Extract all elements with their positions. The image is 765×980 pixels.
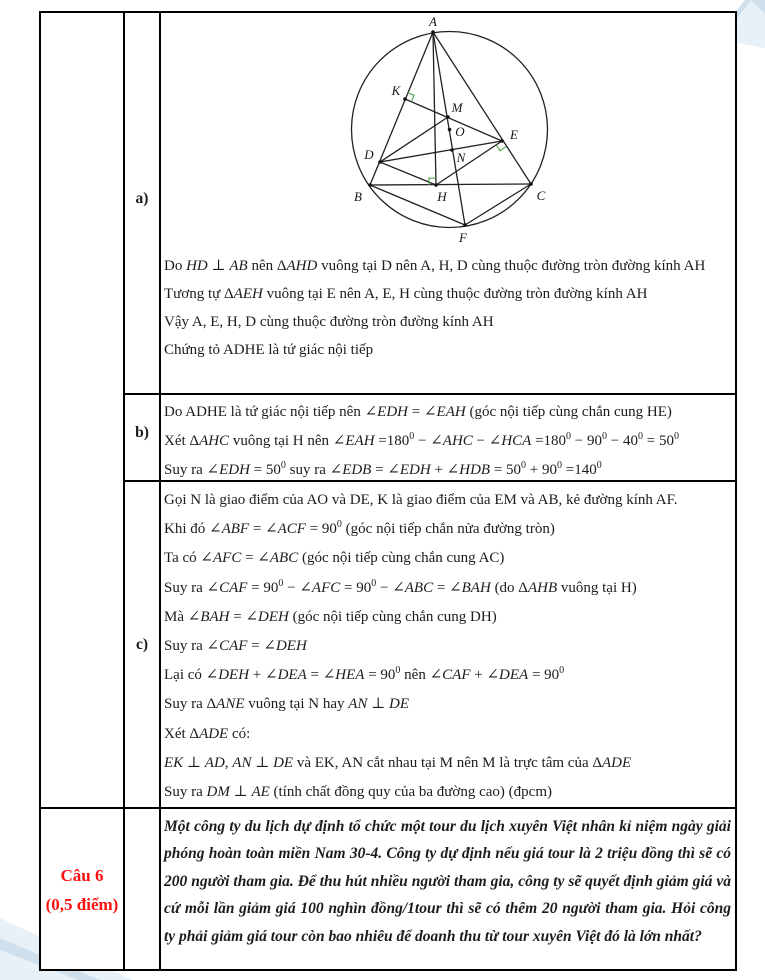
part-b-solution-text [164, 398, 731, 485]
solution-line: Do ADHE là tứ giác nội tiếp nên ∠EDH = ∠EAH (góc nội tiếp cùng chắn cung HE) [164, 404, 672, 420]
segment-DM [380, 117, 448, 162]
segment-CF [465, 184, 531, 225]
solution-line: Suy ra ΔANE vuông tại N hay AN ⊥ DE [164, 696, 410, 713]
point-K [403, 97, 407, 101]
point-label-F: F [459, 230, 467, 245]
solution-line: Xét ΔADE có: [164, 725, 251, 742]
point-N [450, 148, 454, 152]
question-6-points: (0,5 điểm) [45, 895, 119, 914]
solution-line: EK ⊥ AD, AN ⊥ DE và EK, AN cắt nhau tại M nên M là trực tâm của ΔADE [164, 754, 632, 771]
point-A [431, 30, 435, 34]
part-c-label: c) [135, 636, 149, 653]
solution-line: Vậy A, E, H, D cùng thuộc đường tròn đường kính AH [164, 314, 494, 330]
solution-line: Mà ∠BAH = ∠DEH (góc nội tiếp cùng chắn cung DH) [164, 608, 497, 625]
point-B [368, 183, 372, 187]
point-D [378, 160, 382, 164]
point-H [434, 183, 438, 187]
segment-BC [370, 184, 531, 185]
point-label-K: K [391, 83, 401, 98]
point-O [448, 128, 452, 132]
question-6-problem-text: Một công ty du lịch dự định tổ chức một tour du lịch xuyên Việt nhân kỉ niệm ngày giải phóng hoàn toàn miền Nam 30-4. Công ty dự định nếu giá tour là 2 triệu đồng thì sẽ có 200 người tham gia. Để thu hút nhiều người tham gia, công ty sẽ quyết định giảm giá và cứ mỗi lần giảm giá 100 nghìn đồng/1tour thì sẽ có thêm 20 người tham gia. Hỏi công ty phải giảm giá tour còn bao nhiêu để doanh thu từ tour xuyên Việt đó là lớn nhất? [164, 818, 731, 945]
column-divider-1 [123, 13, 125, 969]
point-F [463, 223, 467, 227]
part-a-label: a) [135, 190, 149, 207]
segment-AH [433, 32, 436, 185]
point-C [529, 182, 533, 186]
part-c-solution-text [164, 486, 731, 807]
point-label-A: A [429, 14, 437, 29]
part-b-label: b) [135, 424, 149, 441]
solution-line: Gọi N là giao điểm của AO và DE, K là giao điểm của EM và AB, kẻ đường kính AF. [164, 492, 678, 508]
point-label-D: D [364, 147, 374, 162]
point-label-B: B [354, 189, 362, 204]
point-label-M: M [451, 100, 463, 115]
solution-table [39, 11, 737, 971]
question-6-title: Câu 6 [60, 866, 104, 885]
row-divider-a-b [123, 393, 735, 395]
segment-DE [380, 141, 502, 162]
solution-line: Lại có ∠DEH + ∠DEA = ∠HEA = $90^0$ nên ∠CAF + ∠DEA = $90^0$ [164, 665, 565, 684]
solution-line: Tương tự ΔAEH vuông tại E nên A, E, H cùng thuộc đường tròn đường kính AH [164, 286, 648, 302]
question-6-label [41, 861, 123, 919]
solution-line: Khi đó ∠ABF = ∠ACF = $90^0$ (góc nội tiếp chắn nửa đường tròn) [164, 519, 555, 538]
segment-EH [436, 141, 502, 185]
geometry-figure [330, 14, 572, 250]
point-label-E: E [510, 127, 518, 142]
solution-line: Do HD ⊥ AB nên ΔAHD vuông tại D nên A, H, D cùng thuộc đường tròn đường kính AH [164, 258, 706, 274]
point-M [446, 115, 450, 119]
point-label-N: N [456, 150, 466, 165]
point-label-C: C [536, 188, 546, 203]
solution-line: Ta có ∠AFC = ∠ABC (góc nội tiếp cùng chắn cung AC) [164, 550, 505, 567]
solution-line: Xét ΔAHC vuông tại H nên ∠EAH $=180^0$ − ∠AHC − ∠HCA $=180^0 - 90^0 - 40^0 = 50^0$ [164, 431, 679, 449]
solution-line: Suy ra ∠CAF = ∠DEH [164, 638, 307, 655]
segment-BF [370, 185, 465, 225]
column-divider-2 [159, 13, 161, 969]
segment-DH [380, 162, 436, 185]
segment-AC [433, 32, 531, 184]
solution-line: Suy ra ∠CAF = $90^0$ − ∠AFC = $90^0$ − ∠ABC = ∠BAH (do ΔAHB vuông tại H) [164, 577, 637, 596]
point-E [500, 139, 504, 143]
solution-line: Suy ra ∠EDH = $50^0$ suy ra ∠EDB = ∠EDH + ∠HDB = $50^0 + 90^0 =140^0$ [164, 460, 602, 478]
row-divider-c-q6 [41, 807, 735, 809]
point-label-H: H [437, 189, 447, 204]
solution-line: Chứng tỏ ADHE là tứ giác nội tiếp [164, 342, 374, 358]
right-angle-marker [496, 145, 506, 151]
part-a-solution-text [164, 252, 731, 364]
solution-line: Suy ra DM ⊥ AE (tính chất đồng quy của ba đường cao) (đpcm) [164, 784, 552, 801]
point-label-O: O [455, 124, 465, 139]
